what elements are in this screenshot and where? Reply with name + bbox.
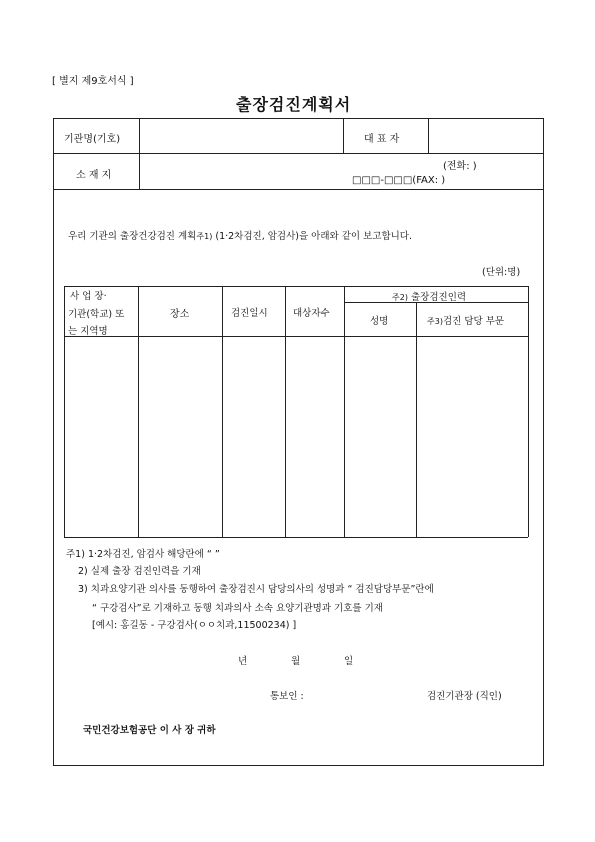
header-bottom-divider [53, 189, 544, 190]
col-site-header-line1: 사 업 장· [70, 291, 107, 302]
date-year-label: 년 [238, 656, 248, 667]
note-3-example: [예시: 홍길동 - 구강검사(ㅇㅇ치과,11500234) ] [92, 620, 297, 631]
col-divider-4 [344, 286, 345, 537]
department-note-mark: 주3) [427, 317, 443, 326]
intro-note-mark: 주1) [196, 232, 213, 241]
phone-field: (전화: ) [443, 161, 477, 172]
col-staff-group-header [392, 289, 466, 303]
col-target-count-header: 대상자수 [293, 308, 330, 319]
note-3-continued: “ 구강검사”로 기재하고 동행 치과의사 소속 요양기관명과 기호를 기재 [92, 603, 383, 614]
note-2: 2) 실제 출장 검진인력을 기재 [78, 566, 201, 577]
form-number-label: [ 별지 제9호서식 ] [52, 76, 134, 87]
document-title: 출장검진계획서 [236, 95, 352, 114]
org-name-label: 기관명(기호) [64, 134, 121, 145]
rep-label-right-divider [428, 118, 429, 153]
table-header-bottom [64, 336, 528, 337]
table-left-border [64, 286, 65, 537]
staff-group-label: 출장검진인력 [410, 292, 467, 303]
col-place-header: 장소 [170, 309, 190, 320]
table-right-border [528, 286, 529, 537]
department-label: 검진 담당 부문 [442, 316, 505, 327]
unit-label: (단위:명) [482, 267, 521, 278]
col-site-header-line2: 기관(학교) 또 [68, 309, 125, 320]
col-department-header [427, 313, 504, 327]
header-label-divider [139, 118, 140, 189]
col-site-header-line3: 는 지역명 [68, 326, 108, 337]
addressee-line: 국민건강보험공단 이 사 장 귀하 [83, 725, 216, 736]
address-label: 소 재 지 [76, 170, 112, 181]
header-row-divider [53, 153, 544, 154]
col-datetime-header: 검진일시 [231, 308, 268, 319]
col-divider-3 [285, 286, 286, 537]
col-divider-5 [416, 302, 417, 537]
institution-head-label: 검진기관장 (직인) [427, 691, 502, 702]
form-frame [53, 118, 544, 766]
intro-prefix: 우리 기관의 출장건강검진 계획 [68, 231, 197, 242]
note-3: 3) 치과요양기관 의사를 동행하여 출장검진시 담당의사의 성명과 “ 검진담당부문”란에 [78, 584, 434, 595]
intro-sentence [68, 228, 412, 242]
intro-suffix: (1·2차검진, 암검사)을 아래와 같이 보고합니다. [215, 231, 413, 242]
staff-note-mark: 주2) [392, 293, 408, 302]
col-divider-2 [222, 286, 223, 537]
fax-field: □□□-□□□(FAX: ) [352, 175, 446, 186]
table-top-border [64, 286, 528, 287]
reporter-label: 통보인 : [270, 691, 304, 702]
date-day-label: 일 [344, 656, 354, 667]
rep-label-left-divider [343, 118, 344, 153]
col-divider-1 [138, 286, 139, 537]
col-name-header: 성명 [370, 316, 389, 327]
representative-label: 대 표 자 [364, 134, 400, 145]
table-bottom-border [64, 537, 528, 538]
note-1: 주1) 1·2차검진, 암검사 해당란에 “ ” [66, 549, 220, 560]
date-month-label: 월 [291, 656, 301, 667]
